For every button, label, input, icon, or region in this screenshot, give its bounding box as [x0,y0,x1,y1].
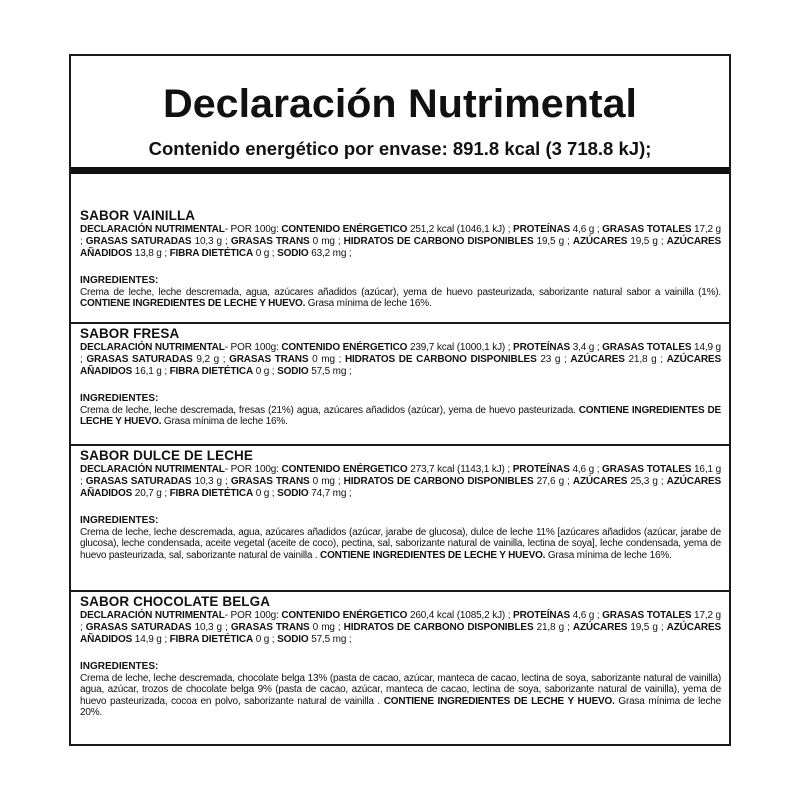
ingredients-list: Crema de leche, leche descremada, agua, azúcares añadidos (azúcar), yema de huevo pasteurizada, saborizante natural sabor a vainilla (1%). [80,286,721,298]
label-fiber: FIBRA DIETÉTICA [169,488,254,500]
label-decl: DECLARACIÓN NUTRIMENTAL [80,464,225,475]
value-energy: 239,7 kcal (1000,1 kJ) [409,342,506,353]
ingredients-text [80,287,721,310]
flavor-section [71,594,729,719]
value-added-sugars: 13,8 g [134,248,162,260]
label-fiber: FIBRA DIETÉTICA [169,366,254,378]
value-carbs: 21,8 g [536,622,564,634]
value-proteins: 4,6 g [572,464,595,475]
value-added-sugars: 20,7 g [134,488,162,500]
label-decl: DECLARACIÓN NUTRIMENTAL [80,224,225,235]
label-sugars: AZÚCARES [572,476,628,488]
value-trans-fat: 0 mg [312,354,335,366]
value-sat-fat: 10,3 g [194,476,222,488]
ingredients-heading: INGREDIENTES: [80,514,159,526]
section-divider [71,444,729,446]
label-per: - POR 100g: [224,224,279,235]
flavor-name: SABOR DULCE DE LECHE [80,448,254,463]
milk-fat-note: Grasa mínima de leche 20%. [80,695,722,719]
label-proteins: PROTEÍNAS [513,224,571,235]
label-sodium: SODIO [277,634,309,646]
label-sodium: SODIO [277,366,309,378]
label-sugars: AZÚCARES [570,354,625,366]
flavor-section [71,448,729,561]
value-sugars: 19,5 g [630,236,658,248]
label-energy: CONTENIDO ENÉRGETICO [281,610,408,621]
nutrition-facts: DECLARACIÓN NUTRIMENTAL- POR 100g: CONTENIDO ENÉRGETICO 239,7 kcal (1000,1 kJ) ; PROTEÍNAS 3,4 g ; GRASAS TOTALES 14,9 g ; GRASAS SATURADAS 9,2 g ; GRASAS TRANS 0 mg ; HIDRATOS DE CARBONO DISPONIBLES 23 g ; AZÚCARES 21,8 g ; AZÚCARES AÑADIDOS 16,1 g ; FIBRA DIETÉTICA 0 g ; SODIO 57,5 mg ; [80,342,721,378]
label-per: - POR 100g: [224,464,279,475]
value-total-fat: 17,2 g [694,224,721,235]
label-added-sugars: AZÚCARES AÑADIDOS [80,354,721,378]
section-divider [71,590,729,592]
value-fiber: 0 g [255,366,270,378]
value-energy: 260,4 kcal (1085,2 kJ) [409,610,506,621]
value-sodium: 57,5 mg [311,634,347,646]
label-proteins: PROTEÍNAS [513,610,571,621]
value-sat-fat: 10,3 g [194,622,222,634]
ingredients-heading: INGREDIENTES: [80,392,159,404]
label-sodium: SODIO [277,488,309,500]
value-carbs: 27,6 g [536,476,564,488]
label-trans-fat: GRASAS TRANS [229,354,309,366]
label-decl: DECLARACIÓN NUTRIMENTAL [80,342,225,353]
value-energy: 251,2 kcal (1046,1 kJ) [409,224,506,235]
label-fiber: FIBRA DIETÉTICA [169,634,254,646]
allergen-warning: CONTIENE INGREDIENTES DE LECHE Y HUEVO. [320,549,546,561]
value-total-fat: 16,1 g [694,464,721,475]
label-fiber: FIBRA DIETÉTICA [169,248,254,260]
label-added-sugars: AZÚCARES AÑADIDOS [80,476,721,500]
ingredients-heading: INGREDIENTES: [80,660,159,672]
value-energy: 273,7 kcal (1143,1 kJ) [410,464,505,475]
nutrition-label [69,54,731,746]
value-proteins: 4,6 g [572,610,595,621]
label-total-fat: GRASAS TOTALES [602,610,692,621]
label-carbs: HIDRATOS DE CARBONO DISPONIBLES [344,354,537,366]
label-proteins: PROTEÍNAS [512,464,570,475]
section-divider [71,322,729,324]
nutrition-facts: DECLARACIÓN NUTRIMENTAL- POR 100g: CONTENIDO ENÉRGETICO 273,7 kcal (1143,1 kJ) ; PROTEÍNAS 4,6 g ; GRASAS TOTALES 16,1 g ; GRASAS SATURADAS 10,3 g ; GRASAS TRANS 0 mg ; HIDRATOS DE CARBONO DISPONIBLES 27,6 g ; AZÚCARES 25,3 g ; AZÚCARES AÑADIDOS 20,7 g ; FIBRA DIETÉTICA 0 g ; SODIO 74,7 mg ; [80,464,721,500]
flavor-name: SABOR CHOCOLATE BELGA [80,594,271,609]
value-sugars: 21,8 g [628,354,657,366]
ingredients-list: Crema de leche, leche descremada, chocolate belga 13% (pasta de cacao, azúcar, manteca de cacao, lectina de soya, saborizante natural de vainilla) agua, azúcar, trozos de chocolate belga 9% (pasta de cacao, azúcar, manteca de cacao, lectina de soya, saborizante natural de vainilla), yema de huevo pasteurizada, cocoa en polvo, saborizante natural de vainilla . [80,672,721,707]
value-fiber: 0 g [255,634,270,646]
allergen-warning: CONTIENE INGREDIENTES DE LECHE Y HUEVO. [80,404,721,428]
label-added-sugars: AZÚCARES AÑADIDOS [80,622,721,646]
label-sat-fat: GRASAS SATURADAS [85,236,192,248]
flavor-name: SABOR FRESA [80,326,180,341]
ingredients-heading: INGREDIENTES: [80,274,159,286]
value-sugars: 19,5 g [630,622,658,634]
label-sat-fat: GRASAS SATURADAS [86,354,193,366]
label-energy: CONTENIDO ENÉRGETICO [281,464,408,475]
label-total-fat: GRASAS TOTALES [602,224,692,235]
value-total-fat: 17,2 g [694,610,721,621]
value-fiber: 0 g [255,488,270,500]
label-per: - POR 100g: [224,342,279,353]
value-trans-fat: 0 mg [312,622,335,634]
ingredients-text [80,405,721,428]
label-total-fat: GRASAS TOTALES [602,464,692,475]
value-proteins: 4,6 g [572,224,595,235]
label-sat-fat: GRASAS SATURADAS [85,622,192,634]
allergen-warning: CONTIENE INGREDIENTES DE LECHE Y HUEVO. [383,695,615,707]
label-sat-fat: GRASAS SATURADAS [85,476,192,488]
value-trans-fat: 0 mg [312,236,335,248]
label-sugars: AZÚCARES [572,622,628,634]
nutrition-facts: DECLARACIÓN NUTRIMENTAL- POR 100g: CONTENIDO ENÉRGETICO 260,4 kcal (1085,2 kJ) ; PROTEÍNAS 4,6 g ; GRASAS TOTALES 17,2 g ; GRASAS SATURADAS 10,3 g ; GRASAS TRANS 0 mg ; HIDRATOS DE CARBONO DISPONIBLES 21,8 g ; AZÚCARES 19,5 g ; AZÚCARES AÑADIDOS 14,9 g ; FIBRA DIETÉTICA 0 g ; SODIO 57,5 mg ; [80,610,721,646]
value-added-sugars: 16,1 g [134,366,162,378]
ingredients-text [80,527,721,562]
label-trans-fat: GRASAS TRANS [230,236,310,248]
value-carbs: 19,5 g [536,236,564,248]
label-carbs: HIDRATOS DE CARBONO DISPONIBLES [343,236,534,248]
milk-fat-note: Grasa mínima de leche 16%. [547,549,672,561]
label-trans-fat: GRASAS TRANS [230,622,310,634]
label-carbs: HIDRATOS DE CARBONO DISPONIBLES [343,476,534,488]
value-total-fat: 14,9 g [694,342,721,353]
label-trans-fat: GRASAS TRANS [230,476,310,488]
label-per: - POR 100g: [224,610,279,621]
flavor-name: SABOR VAINILLA [80,208,196,223]
milk-fat-note: Grasa mínima de leche 16%. [163,416,288,428]
value-sat-fat: 9,2 g [196,354,219,366]
label-added-sugars: AZÚCARES AÑADIDOS [80,236,721,260]
ingredients-list: Crema de leche, leche descremada, fresas (21%) agua, azúcares añadidos (azúcar), yema de huevo pasteurizada. [80,404,576,416]
value-sodium: 57,5 mg [311,366,347,378]
label-carbs: HIDRATOS DE CARBONO DISPONIBLES [343,622,534,634]
label-sodium: SODIO [277,248,309,260]
energy-per-package: Contenido energético por envase: 891.8 kcal (3 718.8 kJ); [148,138,652,159]
value-sugars: 25,3 g [630,476,658,488]
value-trans-fat: 0 mg [312,476,335,488]
value-sodium: 63,2 mg [311,248,347,260]
label-decl: DECLARACIÓN NUTRIMENTAL [80,610,225,621]
label-header [71,56,729,174]
allergen-warning: CONTIENE INGREDIENTES DE LECHE Y HUEVO. [80,298,306,310]
flavor-section [71,208,729,310]
label-sugars: AZÚCARES [572,236,628,248]
value-fiber: 0 g [255,248,270,260]
label-title: Declaración Nutrimental [163,82,637,126]
value-added-sugars: 14,9 g [134,634,162,646]
value-carbs: 23 g [540,354,561,366]
value-sodium: 74,7 mg [311,488,347,500]
ingredients-text [80,673,721,719]
label-energy: CONTENIDO ENÉRGETICO [281,224,408,235]
milk-fat-note: Grasa mínima de leche 16%. [307,298,432,310]
value-proteins: 3,4 g [572,342,595,353]
label-proteins: PROTEÍNAS [513,342,571,353]
label-total-fat: GRASAS TOTALES [602,342,692,353]
nutrition-facts: DECLARACIÓN NUTRIMENTAL- POR 100g: CONTENIDO ENÉRGETICO 251,2 kcal (1046,1 kJ) ; PROTEÍNAS 4,6 g ; GRASAS TOTALES 17,2 g ; GRASAS SATURADAS 10,3 g ; GRASAS TRANS 0 mg ; HIDRATOS DE CARBONO DISPONIBLES 19,5 g ; AZÚCARES 19,5 g ; AZÚCARES AÑADIDOS 13,8 g ; FIBRA DIETÉTICA 0 g ; SODIO 63,2 mg ; [80,224,721,260]
label-energy: CONTENIDO ENÉRGETICO [281,342,408,353]
flavor-section [71,326,729,428]
value-sat-fat: 10,3 g [194,236,222,248]
ingredients-list: Crema de leche, leche descremada, agua, azúcares añadidos (azúcar, jarabe de glucosa), dulce de leche 11% [azúcares añadidos (azúcar, jarabe de glucosa), leche condensada, aceite vegetal (aceite de coco), pectina, sal, saborizante natural de vainilla, lectina de soya], leche condensada, yema de huevo pasteurizada, sal, saborizante natural de vainilla . [80,526,721,561]
